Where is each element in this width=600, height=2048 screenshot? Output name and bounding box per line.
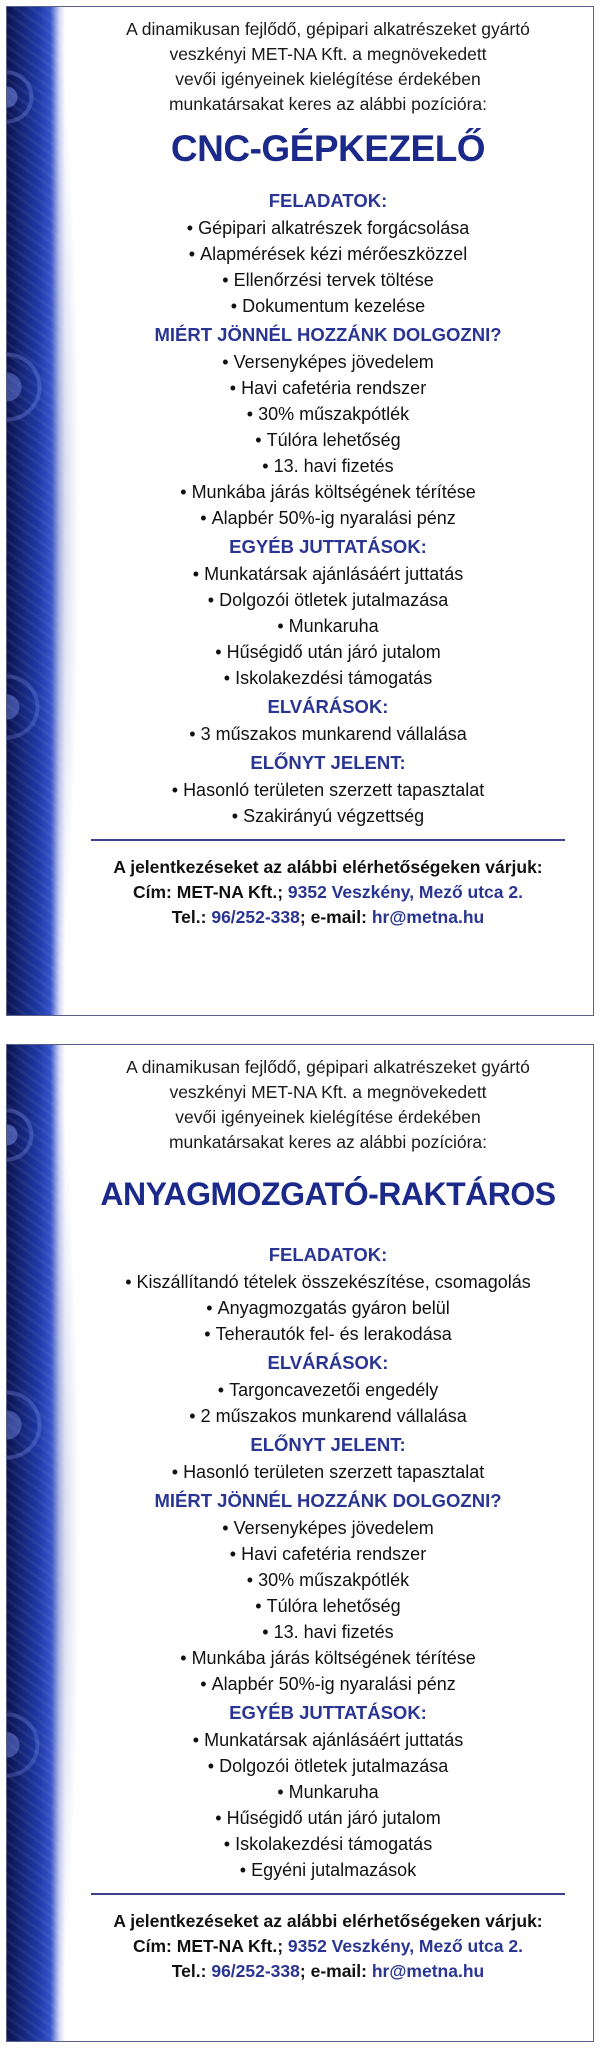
phone-value: 96/252-338 [206, 1961, 300, 1981]
address-value: 9352 Veszkény, Mező utca 2. [283, 1936, 523, 1956]
address-value: 9352 Veszkény, Mező utca 2. [283, 882, 523, 902]
tasks-list [69, 1269, 587, 1347]
list-item: • Alapbér 50%-ig nyaralási pénz [69, 505, 587, 531]
position-title: ANYAGMOZGATÓ-RAKTÁROS [100, 1176, 556, 1212]
contact-phone-email [69, 1959, 587, 1984]
divider [91, 1893, 565, 1895]
ad-content [69, 1045, 587, 2041]
list-item: • Egyéni jutalmazások [69, 1857, 587, 1883]
other-benefits-list [69, 1727, 587, 1883]
email-link[interactable]: hr@metna.hu [367, 1961, 485, 1981]
list-item: • Teherautók fel- és lerakodása [69, 1321, 587, 1347]
list-item: • Munkába járás költségének térítése [69, 1645, 587, 1671]
list-item: • Alapbér 50%-ig nyaralási pénz [69, 1671, 587, 1697]
list-item: • 3 műszakos munkarend vállalása [69, 721, 587, 747]
section-heading-other-benefits: EGYÉB JUTTATÁSOK: [229, 536, 427, 557]
advantages-list [69, 777, 587, 829]
company-intro [69, 1055, 587, 1155]
section-heading-advantages: ELŐNYT JELENT: [250, 752, 406, 773]
other-benefits-list [69, 561, 587, 691]
list-item: • Alapmérések kézi mérőeszközzel [69, 241, 587, 267]
intro-line: vevői igényeinek kielégítése érdekében [175, 69, 481, 89]
requirements-list [69, 1377, 587, 1429]
position-title: CNC-GÉPKEZELŐ [170, 128, 486, 169]
contact-address [69, 880, 587, 905]
list-item: • 13. havi fizetés [69, 453, 587, 479]
contact-block [69, 1909, 587, 1984]
list-item: • Munkatársak ajánlásáért juttatás [69, 561, 587, 587]
list-item: • Túlóra lehetőség [69, 1593, 587, 1619]
section-heading-tasks: FELADATOK: [268, 1244, 388, 1265]
list-item: • Dolgozói ötletek jutalmazása [69, 1753, 587, 1779]
intro-line: veszkényi MET-NA Kft. a megnövekedett [169, 1082, 487, 1102]
intro-line: A dinamikusan fejlődő, gépipari alkatrészeket gyártó [126, 1057, 530, 1077]
section-heading-requirements: ELVÁRÁSOK: [267, 696, 389, 717]
list-item: • Munkaruha [69, 1779, 587, 1805]
contact-address [69, 1934, 587, 1959]
list-item: • Munkatársak ajánlásáért juttatás [69, 1727, 587, 1753]
intro-line: vevői igényeinek kielégítése érdekében [175, 1107, 481, 1127]
address-label: Cím: MET-NA Kft.; [133, 1936, 284, 1956]
list-item: • Anyagmozgatás gyáron belül [69, 1295, 587, 1321]
email-label: ; e-mail: [299, 1961, 367, 1981]
list-item: • Iskolakezdési támogatás [69, 1831, 587, 1857]
job-ad-warehouse [6, 1044, 594, 2042]
intro-line: A dinamikusan fejlődő, gépipari alkatrészeket gyártó [126, 19, 530, 39]
section-heading-tasks: FELADATOK: [268, 190, 388, 211]
contact-intro: A jelentkezéseket az alábbi elérhetőségeken várjuk: [113, 1911, 543, 1931]
email-label: ; e-mail: [299, 907, 367, 927]
list-item: • Hűségidő után járó jutalom [69, 1805, 587, 1831]
address-label: Cím: MET-NA Kft.; [133, 882, 284, 902]
list-item: • Munkaruha [69, 613, 587, 639]
list-item: • Hűségidő után járó jutalom [69, 639, 587, 665]
decorative-side-stripe [7, 7, 65, 1015]
list-item: • Túlóra lehetőség [69, 427, 587, 453]
tasks-list [69, 215, 587, 319]
section-heading-requirements: ELVÁRÁSOK: [267, 1352, 389, 1373]
decorative-side-stripe [7, 1045, 65, 2041]
section-heading-other-benefits: EGYÉB JUTTATÁSOK: [229, 1702, 427, 1723]
requirements-list [69, 721, 587, 747]
list-item: • 2 műszakos munkarend vállalása [69, 1403, 587, 1429]
list-item: • Versenyképes jövedelem [69, 349, 587, 375]
section-heading-why-us: MIÉRT JÖNNÉL HOZZÁNK DOLGOZNI? [154, 324, 502, 345]
phone-label: Tel.: [171, 907, 207, 927]
list-item: • Ellenőrzési tervek töltése [69, 267, 587, 293]
why-us-list [69, 1515, 587, 1697]
list-item: • Dolgozói ötletek jutalmazása [69, 587, 587, 613]
contact-intro: A jelentkezéseket az alábbi elérhetőségeken várjuk: [113, 857, 543, 877]
contact-phone-email [69, 905, 587, 930]
list-item: • Gépipari alkatrészek forgácsolása [69, 215, 587, 241]
email-link[interactable]: hr@metna.hu [367, 907, 485, 927]
list-item: • Hasonló területen szerzett tapasztalat [69, 1459, 587, 1485]
job-ad-cnc [6, 6, 594, 1016]
phone-label: Tel.: [171, 1961, 207, 1981]
intro-line: munkatársakat keres az alábbi pozícióra: [168, 94, 488, 114]
advantages-list [69, 1459, 587, 1485]
list-item: • Havi cafetéria rendszer [69, 1541, 587, 1567]
list-item: • Szakirányú végzettség [69, 803, 587, 829]
list-item: • Kiszállítandó tételek összekészítése, csomagolás [69, 1269, 587, 1295]
company-intro [69, 17, 587, 117]
list-item: • Dokumentum kezelése [69, 293, 587, 319]
list-item: • Munkába járás költségének térítése [69, 479, 587, 505]
list-item: • Versenyképes jövedelem [69, 1515, 587, 1541]
list-item: • Hasonló területen szerzett tapasztalat [69, 777, 587, 803]
section-heading-advantages: ELŐNYT JELENT: [250, 1434, 406, 1455]
list-item: • 30% műszakpótlék [69, 1567, 587, 1593]
list-item: • Targoncavezetői engedély [69, 1377, 587, 1403]
intro-line: munkatársakat keres az alábbi pozícióra: [168, 1132, 488, 1152]
contact-block [69, 855, 587, 930]
list-item: • Havi cafetéria rendszer [69, 375, 587, 401]
phone-value: 96/252-338 [206, 907, 300, 927]
divider [91, 839, 565, 841]
list-item: • Iskolakezdési támogatás [69, 665, 587, 691]
intro-line: veszkényi MET-NA Kft. a megnövekedett [169, 44, 487, 64]
list-item: • 13. havi fizetés [69, 1619, 587, 1645]
why-us-list [69, 349, 587, 531]
section-heading-why-us: MIÉRT JÖNNÉL HOZZÁNK DOLGOZNI? [154, 1490, 502, 1511]
ad-content [69, 7, 587, 1015]
list-item: • 30% műszakpótlék [69, 401, 587, 427]
